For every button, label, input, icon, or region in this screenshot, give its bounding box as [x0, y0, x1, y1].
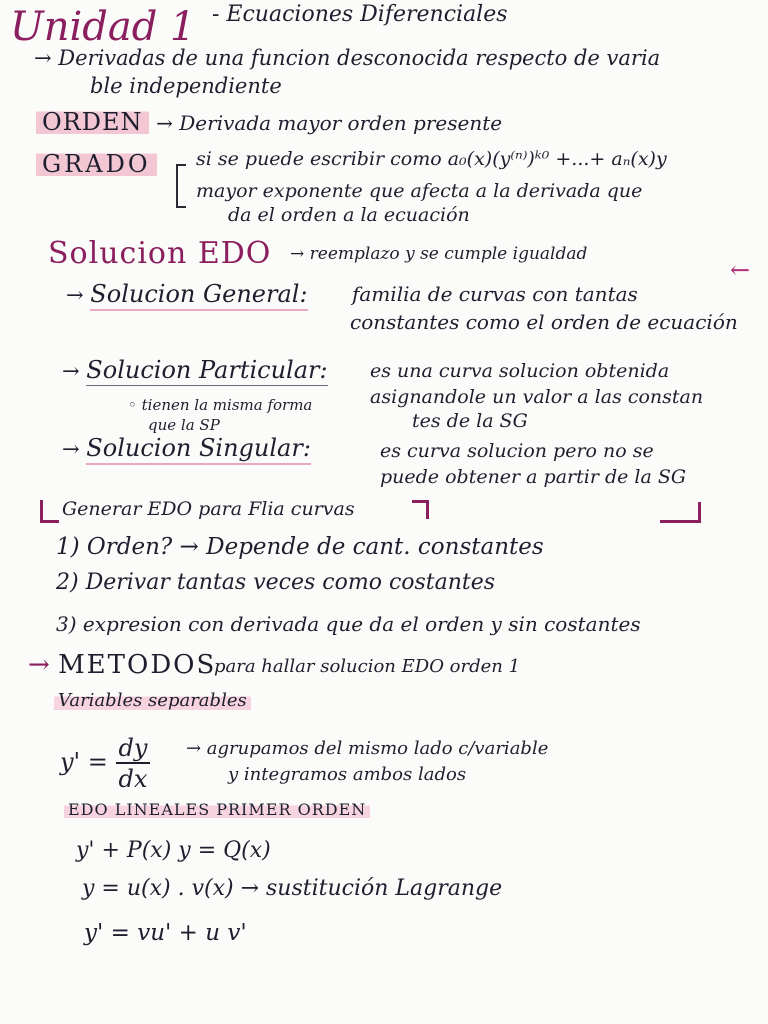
intro-line-2: ble independiente [90, 74, 282, 98]
derivative-fraction [116, 736, 151, 791]
grado-line-2: mayor exponente que afecta a la derivada que [196, 180, 643, 202]
fraction-numerator: dy [116, 736, 151, 764]
separables-lhs: y' = [60, 748, 108, 776]
orden-row [36, 108, 502, 136]
solucion-title: Solucion EDO [48, 236, 272, 271]
generar-step-2: 2) Derivar tantas veces como costantes [56, 570, 496, 595]
particular-row [62, 356, 328, 384]
general-arrow: → [66, 283, 84, 307]
generar-title: Generar EDO para Flia curvas [62, 498, 355, 520]
particular-arrow: → [62, 359, 80, 383]
page-title [10, 4, 196, 50]
lineales-eq-2: y = u(x) . v(x) → sustitución Lagrange [82, 876, 503, 901]
grado-brace [176, 164, 186, 208]
singular-line-1: es curva solucion pero no se [380, 440, 654, 462]
orden-label: ORDEN [36, 108, 149, 136]
particular-bullet-1: ◦ tienen la misma forma [128, 396, 313, 414]
particular-bullet-2: que la SP [148, 416, 220, 434]
title-main: Unidad 1 [10, 4, 196, 50]
lineales-row [64, 800, 370, 819]
separables-row [54, 690, 251, 711]
particular-line-2: asignandole un valor a las constan [370, 386, 704, 408]
fraction-denominator: dx [118, 765, 148, 793]
separables-line-2: y integramos ambos lados [228, 764, 467, 785]
general-line-2: constantes como el orden de ecuación [350, 310, 738, 334]
metodos-title: METODOS [58, 650, 217, 680]
grado-line-3: da el orden a la ecuación [228, 204, 470, 226]
bracket-left [40, 500, 59, 523]
generar-step-3: 3) expresion con derivada que da el orden y sin costantes [56, 612, 641, 636]
singular-label: Solucion Singular: [86, 434, 311, 465]
general-line-1: familia de curvas con tantas [352, 282, 638, 306]
singular-line-2: puede obtener a partir de la SG [380, 466, 687, 488]
metodos-row [28, 650, 216, 680]
grado-label-row [36, 150, 157, 178]
lineales-label: EDO LINEALES PRIMER ORDEN [64, 800, 370, 819]
particular-line-3: tes de la SG [412, 410, 528, 432]
bracket-corner [660, 502, 701, 523]
generar-step-1: 1) Orden? → Depende de cant. constantes [56, 534, 544, 560]
particular-label: Solucion Particular: [86, 356, 328, 384]
lineales-eq-1: y' + P(x) y = Q(x) [76, 838, 271, 863]
separables-label: Variables separables [54, 690, 251, 711]
general-row [66, 280, 308, 308]
separables-formula [60, 736, 150, 791]
lineales-eq-3: y' = vu' + u v' [84, 920, 247, 946]
general-label: Solucion General: [90, 280, 307, 311]
left-arrow-icon: ← [730, 256, 751, 284]
metodos-text: para hallar solucion EDO orden 1 [214, 656, 521, 677]
separables-line-1: → agrupamos del mismo lado c/variable [186, 738, 549, 759]
particular-line-1: es una curva solucion obtenida [370, 360, 670, 382]
grado-label: GRADO [36, 150, 157, 178]
singular-arrow: → [62, 437, 80, 461]
orden-definition: → Derivada mayor orden presente [156, 111, 503, 135]
grado-line-1: si se puede escribir como a₀(x)(y⁽ⁿ⁾)ᵏ⁰ +...+ aₙ(x)y [196, 148, 667, 170]
page-subtitle: - Ecuaciones Diferenciales [212, 2, 508, 27]
bracket-right [412, 500, 429, 519]
metodos-arrow: → [28, 650, 50, 680]
solucion-note: → reemplazo y se cumple igualdad [290, 244, 588, 264]
singular-row [62, 434, 311, 462]
intro-line-1: → Derivadas de una funcion desconocida respecto de varia [34, 46, 661, 70]
